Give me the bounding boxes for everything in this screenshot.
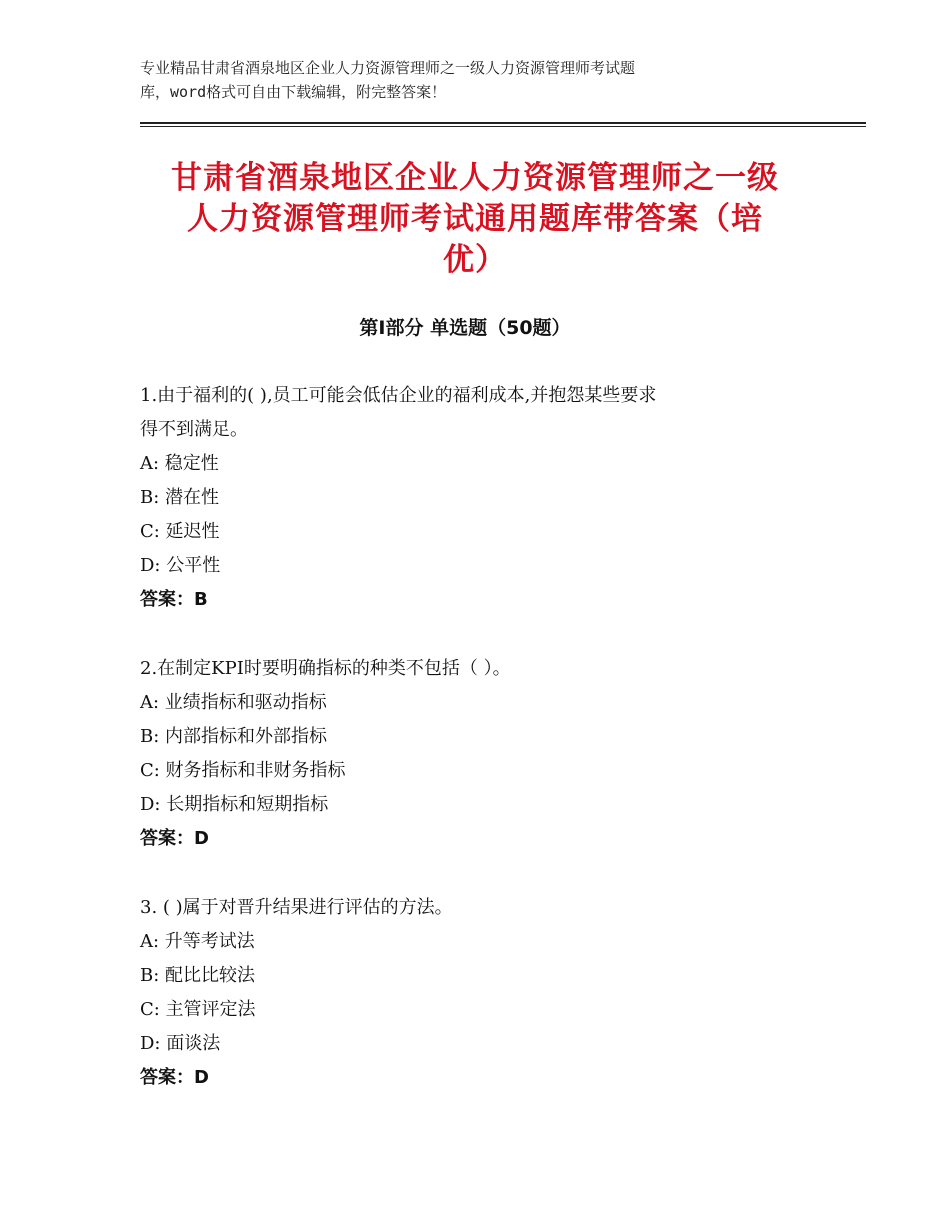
option-b: B: 潜在性	[140, 487, 220, 508]
header-note	[140, 56, 780, 104]
section-heading: 第Ⅰ部分 单选题（50题）	[359, 317, 571, 339]
option-d: D: 长期指标和短期指标	[140, 794, 329, 815]
option-a: A: 升等考试法	[140, 931, 255, 952]
option-b: B: 内部指标和外部指标	[140, 726, 328, 747]
header-note-line-2: 库，word格式可自由下载编辑，附完整答案！	[140, 83, 447, 101]
question-stem	[140, 652, 840, 686]
option-d: D: 公平性	[140, 555, 221, 576]
question-stem-line-1: 3. ( )属于对晋升结果进行评估的方法。	[140, 897, 453, 918]
question-stem	[140, 891, 840, 925]
answer-label: 答案：D	[140, 828, 209, 849]
question-3	[140, 891, 840, 1095]
header-rule-thick	[140, 122, 866, 124]
question-stem-line-1: 1.由于福利的( ),员工可能会低估企业的福利成本,并抱怨某些要求	[140, 385, 657, 406]
option-a: A: 业绩指标和驱动指标	[140, 692, 327, 713]
title-line-1: 甘肃省酒泉地区企业人力资源管理师之一级	[171, 160, 779, 196]
option-c: C: 延迟性	[140, 521, 220, 542]
document-title	[130, 158, 820, 281]
question-stem-line-2: 得不到满足。	[140, 419, 248, 440]
question-1	[140, 379, 840, 617]
option-b: B: 配比比较法	[140, 965, 256, 986]
question-stem	[140, 379, 840, 447]
option-a: A: 稳定性	[140, 453, 219, 474]
header-rule-thin	[140, 126, 866, 127]
title-line-2: 人力资源管理师考试通用题库带答案（培	[187, 201, 763, 237]
option-c: C: 主管评定法	[140, 999, 256, 1020]
answer-label: 答案：B	[140, 589, 208, 610]
question-2	[140, 652, 840, 856]
title-line-3: 优）	[443, 242, 507, 278]
option-d: D: 面谈法	[140, 1033, 221, 1054]
question-stem-line-1: 2.在制定KPI时要明确指标的种类不包括（ ）。	[140, 658, 511, 679]
option-c: C: 财务指标和非财务指标	[140, 760, 346, 781]
header-note-line-1: 专业精品甘肃省酒泉地区企业人力资源管理师之一级人力资源管理师考试题	[140, 59, 636, 77]
answer-label: 答案：D	[140, 1067, 209, 1088]
